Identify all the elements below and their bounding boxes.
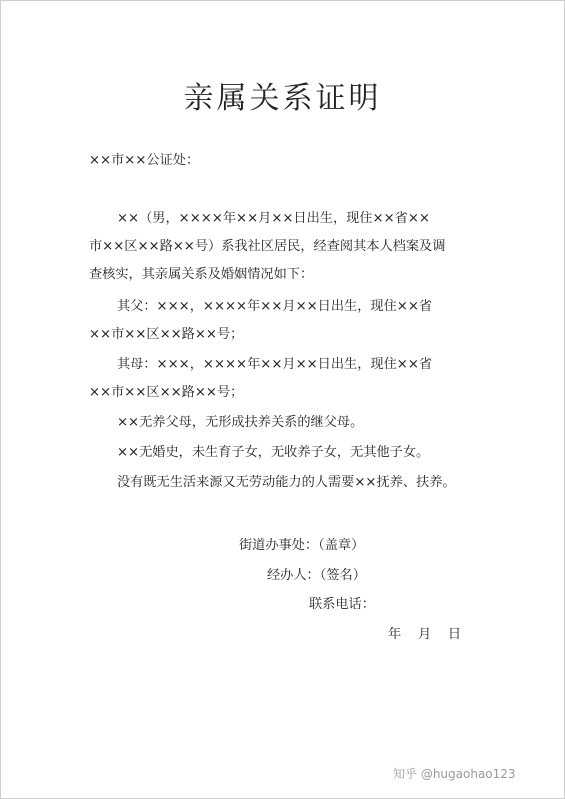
handler-signature-label: 经办人：（签名） [267, 568, 366, 583]
children-line: ××无婚史，未生育子女，无收养子女，无其他子女。 [117, 445, 430, 460]
date-label: 年 月 日 [388, 627, 462, 642]
watermark: 知乎 @hugaohao123 [393, 767, 516, 781]
dependents-line: 没有既无生活来源又无劳动能力的人需要××抚养、扶养。 [117, 475, 456, 490]
document-title: 亲属关系证明 [183, 81, 382, 116]
father-address-line: ××市××区××路××号； [89, 327, 244, 342]
body-line: 市××区××路××号）系我社区居民，经查阅其本人档案及调 [89, 239, 446, 254]
phone-label: 联系电话： [309, 597, 375, 612]
stepparent-line: ××无养父母，无形成扶养关系的继父母。 [117, 415, 364, 430]
body-line: ××（男，××××年××月××日出生，现住××省×× [117, 211, 430, 226]
mother-line: 其母：×××，××××年××月××日出生，现住××省 [117, 357, 433, 372]
mother-address-line: ××市××区××路××号； [89, 385, 244, 400]
body-line: 查核实，其亲属关系及婚姻情况如下： [89, 267, 314, 282]
father-line: 其父：×××，××××年××月××日出生，现住××省 [117, 299, 433, 314]
office-seal-label: 街道办事处：（盖章） [239, 538, 365, 553]
salutation: ××市××公证处： [89, 153, 200, 168]
